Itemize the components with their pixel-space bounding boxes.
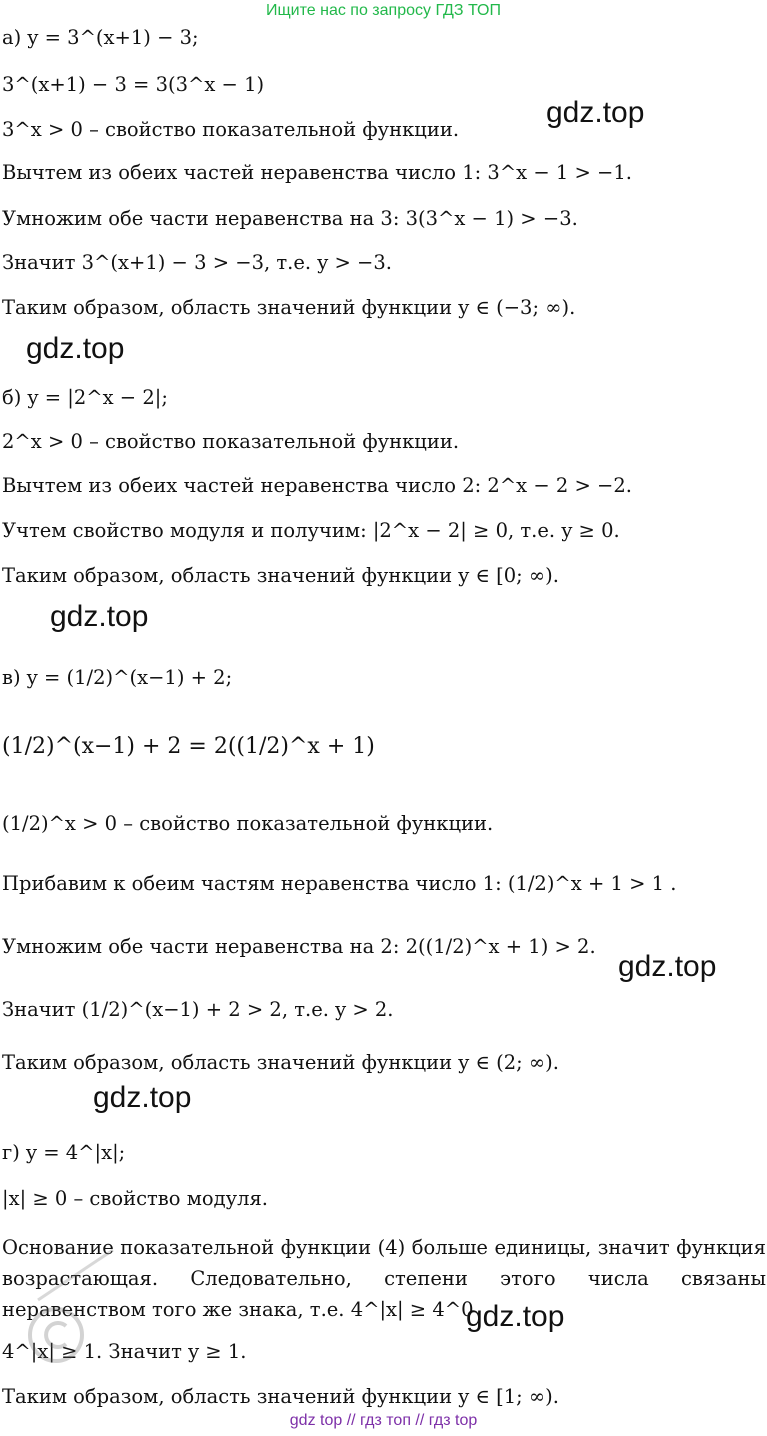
footer-links[interactable]: gdz top // гдз топ // гдз top	[289, 1412, 478, 1429]
part-a-conclusion: Значит 3^(x+1) − 3 > −3, т.е. y > −3.	[2, 251, 392, 274]
part-v-function: в) y = (1/2)^(x−1) + 2;	[2, 666, 233, 689]
part-a-range: Таким образом, область значений функции y ∈ (−3; ∞).	[2, 296, 576, 319]
part-g-property: |x| ≥ 0 – свойство модуля.	[2, 1187, 268, 1210]
part-a-subtract: Вычтем из обеих частей неравенства число 1: 3^x − 1 > −1.	[2, 161, 632, 184]
watermark-gdz-top: gdz.top	[466, 1300, 565, 1333]
search-hint-link[interactable]: Ищите нас по запросу ГДЗ ТОП	[266, 2, 501, 19]
watermark-gdz-top: gdz.top	[26, 332, 125, 365]
watermark-gdz-top: gdz.top	[93, 1081, 192, 1114]
part-a-property: 3^x > 0 – свойство показательной функции.	[2, 118, 460, 141]
part-v-conclusion: Значит (1/2)^(x−1) + 2 > 2, т.е. y > 2.	[2, 998, 394, 1021]
watermark-gdz-top: gdz.top	[546, 96, 645, 129]
part-b-function: б) y = |2^x − 2|;	[2, 386, 168, 409]
part-g-result: 4^|x| ≥ 1. Значит y ≥ 1.	[2, 1340, 247, 1363]
part-v-range: Таким образом, область значений функции y ∈ (2; ∞).	[2, 1051, 559, 1074]
part-a-transform: 3^(x+1) − 3 = 3(3^x − 1)	[2, 73, 265, 96]
part-g-function: г) y = 4^|x|;	[2, 1141, 126, 1164]
part-v-multiply: Умножим обе части неравенства на 2: 2((1/2)^x + 1) > 2.	[2, 935, 596, 958]
watermark-gdz-top: gdz.top	[618, 950, 717, 983]
copyright-stamp-icon	[18, 1240, 128, 1370]
part-v-property: (1/2)^x > 0 – свойство показательной функции.	[2, 812, 494, 835]
part-b-range: Таким образом, область значений функции y ∈ [0; ∞).	[2, 564, 559, 587]
part-b-property: 2^x > 0 – свойство показательной функции.	[2, 430, 460, 453]
part-v-add: Прибавим к обеим частям неравенства число 1: (1/2)^x + 1 > 1 .	[2, 872, 677, 895]
part-b-modulus: Учтем свойство модуля и получим: |2^x − 2| ≥ 0, т.е. y ≥ 0.	[2, 519, 620, 542]
part-a-function: а) y = 3^(x+1) − 3;	[2, 26, 199, 49]
part-a-multiply: Умножим обе части неравенства на 3: 3(3^x − 1) > −3.	[2, 207, 578, 230]
part-b-subtract: Вычтем из обеих частей неравенства число 2: 2^x − 2 > −2.	[2, 474, 632, 497]
part-g-range: Таким образом, область значений функции y ∈ [1; ∞).	[2, 1385, 559, 1408]
part-v-transform: (1/2)^(x−1) + 2 = 2((1/2)^x + 1)	[2, 734, 375, 759]
watermark-gdz-top: gdz.top	[50, 600, 149, 633]
part-g-explanation: Основание показательной функции (4) больше единицы, значит функция возрастающая. Следовательно, степени этого числа связаны неравенством того же знака, т.е. 4^|x| ≥ 4^0	[2, 1236, 766, 1321]
